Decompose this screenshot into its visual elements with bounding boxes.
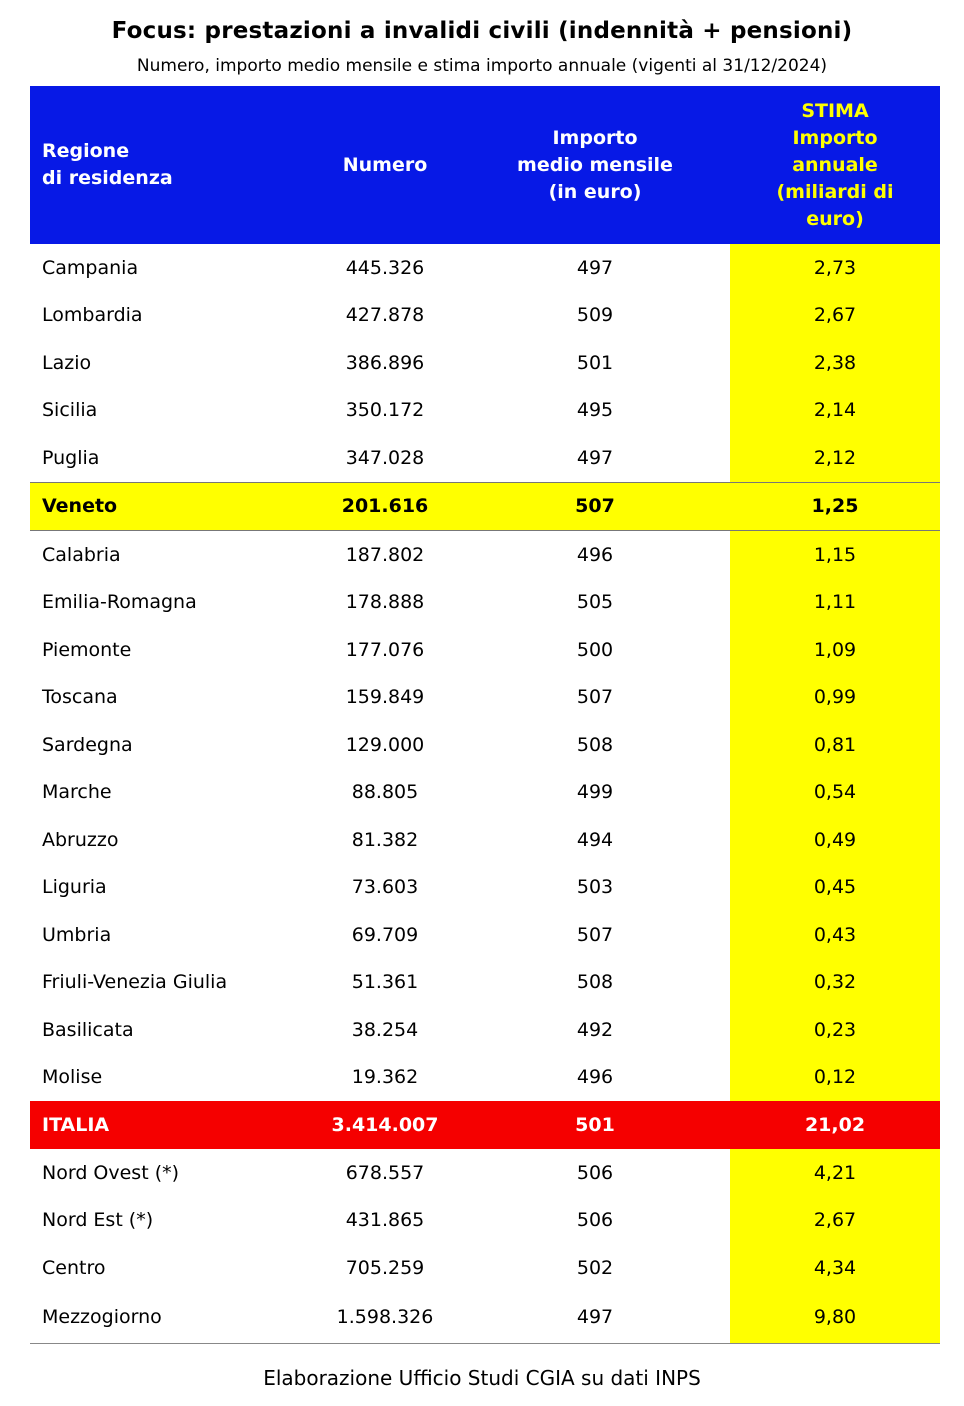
data-table: [30, 86, 940, 1344]
cell-regione: Toscana: [42, 686, 118, 709]
table-row: [30, 387, 940, 435]
table-row: [30, 769, 940, 817]
cell-stima: 2,14: [730, 387, 940, 435]
cell-importo: 506: [576, 1209, 614, 1232]
cell-regione: Marche: [42, 781, 112, 804]
cell-regione: Piemonte: [42, 638, 132, 661]
cell-stima: 0,54: [730, 769, 940, 817]
cell-stima: 0,23: [730, 1006, 940, 1054]
cell-numero: 350.172: [345, 399, 425, 422]
cell-numero: 201.616: [310, 482, 460, 531]
table-row: [30, 531, 940, 579]
cell-regione: Liguria: [42, 876, 107, 899]
cell-numero: 51.361: [351, 971, 419, 994]
cell-regione: Emilia-Romagna: [42, 591, 197, 614]
cell-numero: 69.709: [351, 923, 419, 946]
cell-numero: 3.414.007: [310, 1101, 460, 1149]
cell-importo: 497: [460, 1292, 730, 1344]
table-row: [30, 1006, 940, 1054]
cell-importo: 505: [576, 591, 614, 614]
table-row-area: [30, 1197, 940, 1245]
cell-stima: 1,09: [730, 626, 940, 674]
header-stima-line2: Importo: [792, 126, 878, 149]
cell-regione: Lombardia: [42, 304, 143, 327]
header-stima-line4: (miliardi di: [776, 180, 894, 203]
table-row: [30, 959, 940, 1007]
cell-stima: 2,38: [730, 339, 940, 387]
cell-stima: 0,99: [730, 674, 940, 722]
header-regione-line2: di residenza: [42, 167, 173, 189]
cell-numero: 129.000: [345, 733, 425, 756]
cell-regione: Lazio: [42, 351, 92, 374]
header-importo-line3: (in euro): [548, 180, 642, 203]
header-numero: Numero: [310, 86, 460, 244]
cell-importo: 497: [576, 446, 614, 469]
table-row: [30, 292, 940, 340]
cell-importo: 508: [576, 733, 614, 756]
cell-regione: Sardegna: [42, 733, 133, 756]
cell-regione: Centro: [42, 1256, 106, 1279]
page-title: Focus: prestazioni a invalidi civili (indennità + pensioni): [111, 18, 853, 44]
header-regione-line1: Regione: [42, 140, 130, 162]
cell-stima: 2,73: [730, 244, 940, 292]
header-stima-line3: annuale: [792, 153, 878, 176]
page-subtitle: Numero, importo medio mensile e stima importo annuale (vigenti al 31/12/2024): [136, 56, 828, 76]
cell-importo: 507: [460, 482, 730, 531]
table-row: [30, 864, 940, 912]
cell-stima: 2,12: [730, 434, 940, 482]
cell-numero: 159.849: [345, 686, 425, 709]
cell-numero: 88.805: [351, 781, 419, 804]
table-row: [30, 911, 940, 959]
header-stima: [730, 86, 940, 244]
cell-importo: 501: [576, 351, 614, 374]
cell-regione: Mezzogiorno: [30, 1292, 310, 1344]
cell-numero: 347.028: [345, 446, 425, 469]
cell-importo: 509: [576, 304, 614, 327]
cell-regione: Veneto: [30, 482, 310, 531]
table-row: [30, 434, 940, 482]
cell-stima: 1,25: [730, 482, 940, 531]
table-row: [30, 579, 940, 627]
cell-regione: Sicilia: [42, 399, 98, 422]
cell-importo: 503: [576, 876, 614, 899]
cell-importo: 495: [576, 399, 614, 422]
cell-stima: 0,32: [730, 959, 940, 1007]
source-note: Elaborazione Ufficio Studi CGIA su dati INPS: [263, 1366, 701, 1390]
cell-regione: Nord Est (*): [42, 1209, 154, 1232]
header-importo-line2: medio mensile: [517, 153, 673, 176]
header-importo: [460, 86, 730, 244]
cell-regione: Basilicata: [42, 1018, 134, 1041]
cell-importo: 501: [460, 1101, 730, 1149]
cell-stima: 0,12: [730, 1054, 940, 1102]
cell-numero: 445.326: [345, 256, 425, 279]
cell-regione: Molise: [42, 1066, 103, 1089]
table-row-total: [30, 1101, 940, 1149]
cell-numero: 177.076: [345, 638, 425, 661]
cell-regione: Friuli-Venezia Giulia: [42, 971, 228, 994]
table-row: [30, 674, 940, 722]
table-row: [30, 721, 940, 769]
cell-regione: Campania: [42, 256, 139, 279]
cell-numero: 73.603: [351, 876, 419, 899]
cell-numero: 427.878: [345, 304, 425, 327]
table-row-area: [30, 1244, 940, 1292]
table-row: [30, 244, 940, 292]
cell-stima: 21,02: [730, 1101, 940, 1149]
cell-importo: 502: [576, 1256, 614, 1279]
header-stima-line5: euro): [806, 207, 864, 230]
cell-importo: 492: [576, 1018, 614, 1041]
cell-stima: 4,21: [730, 1149, 940, 1197]
cell-numero: 81.382: [351, 828, 419, 851]
cell-stima: 0,45: [730, 864, 940, 912]
cell-stima: 0,49: [730, 816, 940, 864]
cell-numero: 678.557: [345, 1161, 425, 1184]
table-row-area: [30, 1149, 940, 1197]
header-importo-line1: Importo: [552, 126, 638, 149]
cell-stima: 9,80: [730, 1292, 940, 1344]
table-row: [30, 816, 940, 864]
table-row: [30, 339, 940, 387]
cell-importo: 500: [576, 638, 614, 661]
cell-numero: 705.259: [345, 1256, 425, 1279]
cell-numero: 431.865: [345, 1209, 425, 1232]
cell-stima: 0,81: [730, 721, 940, 769]
cell-importo: 496: [576, 1066, 614, 1089]
cell-importo: 499: [576, 781, 614, 804]
cell-regione: Puglia: [42, 446, 100, 469]
table-body: [30, 244, 940, 1343]
table-row-area: [30, 1292, 940, 1344]
cell-regione: Umbria: [42, 923, 112, 946]
table-row-highlight: [30, 482, 940, 531]
cell-numero: 178.888: [345, 591, 425, 614]
cell-importo: 497: [576, 256, 614, 279]
cell-stima: 1,11: [730, 579, 940, 627]
cell-numero: 19.362: [351, 1066, 419, 1089]
table-header: [30, 86, 940, 244]
cell-stima: 4,34: [730, 1244, 940, 1292]
table-row: [30, 626, 940, 674]
cell-importo: 494: [576, 828, 614, 851]
cell-numero: 38.254: [351, 1018, 419, 1041]
cell-stima: 2,67: [730, 292, 940, 340]
cell-numero: 187.802: [345, 543, 425, 566]
cell-numero: 1.598.326: [310, 1292, 460, 1344]
cell-regione: Calabria: [42, 543, 121, 566]
cell-regione: ITALIA: [30, 1101, 310, 1149]
header-regione: [30, 86, 310, 244]
cell-importo: 507: [576, 686, 614, 709]
cell-regione: Nord Ovest (*): [42, 1161, 180, 1184]
cell-importo: 508: [576, 971, 614, 994]
cell-stima: 2,67: [730, 1197, 940, 1245]
header-stima-line1: STIMA: [801, 99, 869, 122]
cell-importo: 496: [576, 543, 614, 566]
cell-stima: 1,15: [730, 531, 940, 579]
cell-regione: Abruzzo: [42, 828, 119, 851]
cell-importo: 507: [576, 923, 614, 946]
cell-stima: 0,43: [730, 911, 940, 959]
cell-numero: 386.896: [345, 351, 425, 374]
table-row: [30, 1054, 940, 1102]
cell-importo: 506: [576, 1161, 614, 1184]
